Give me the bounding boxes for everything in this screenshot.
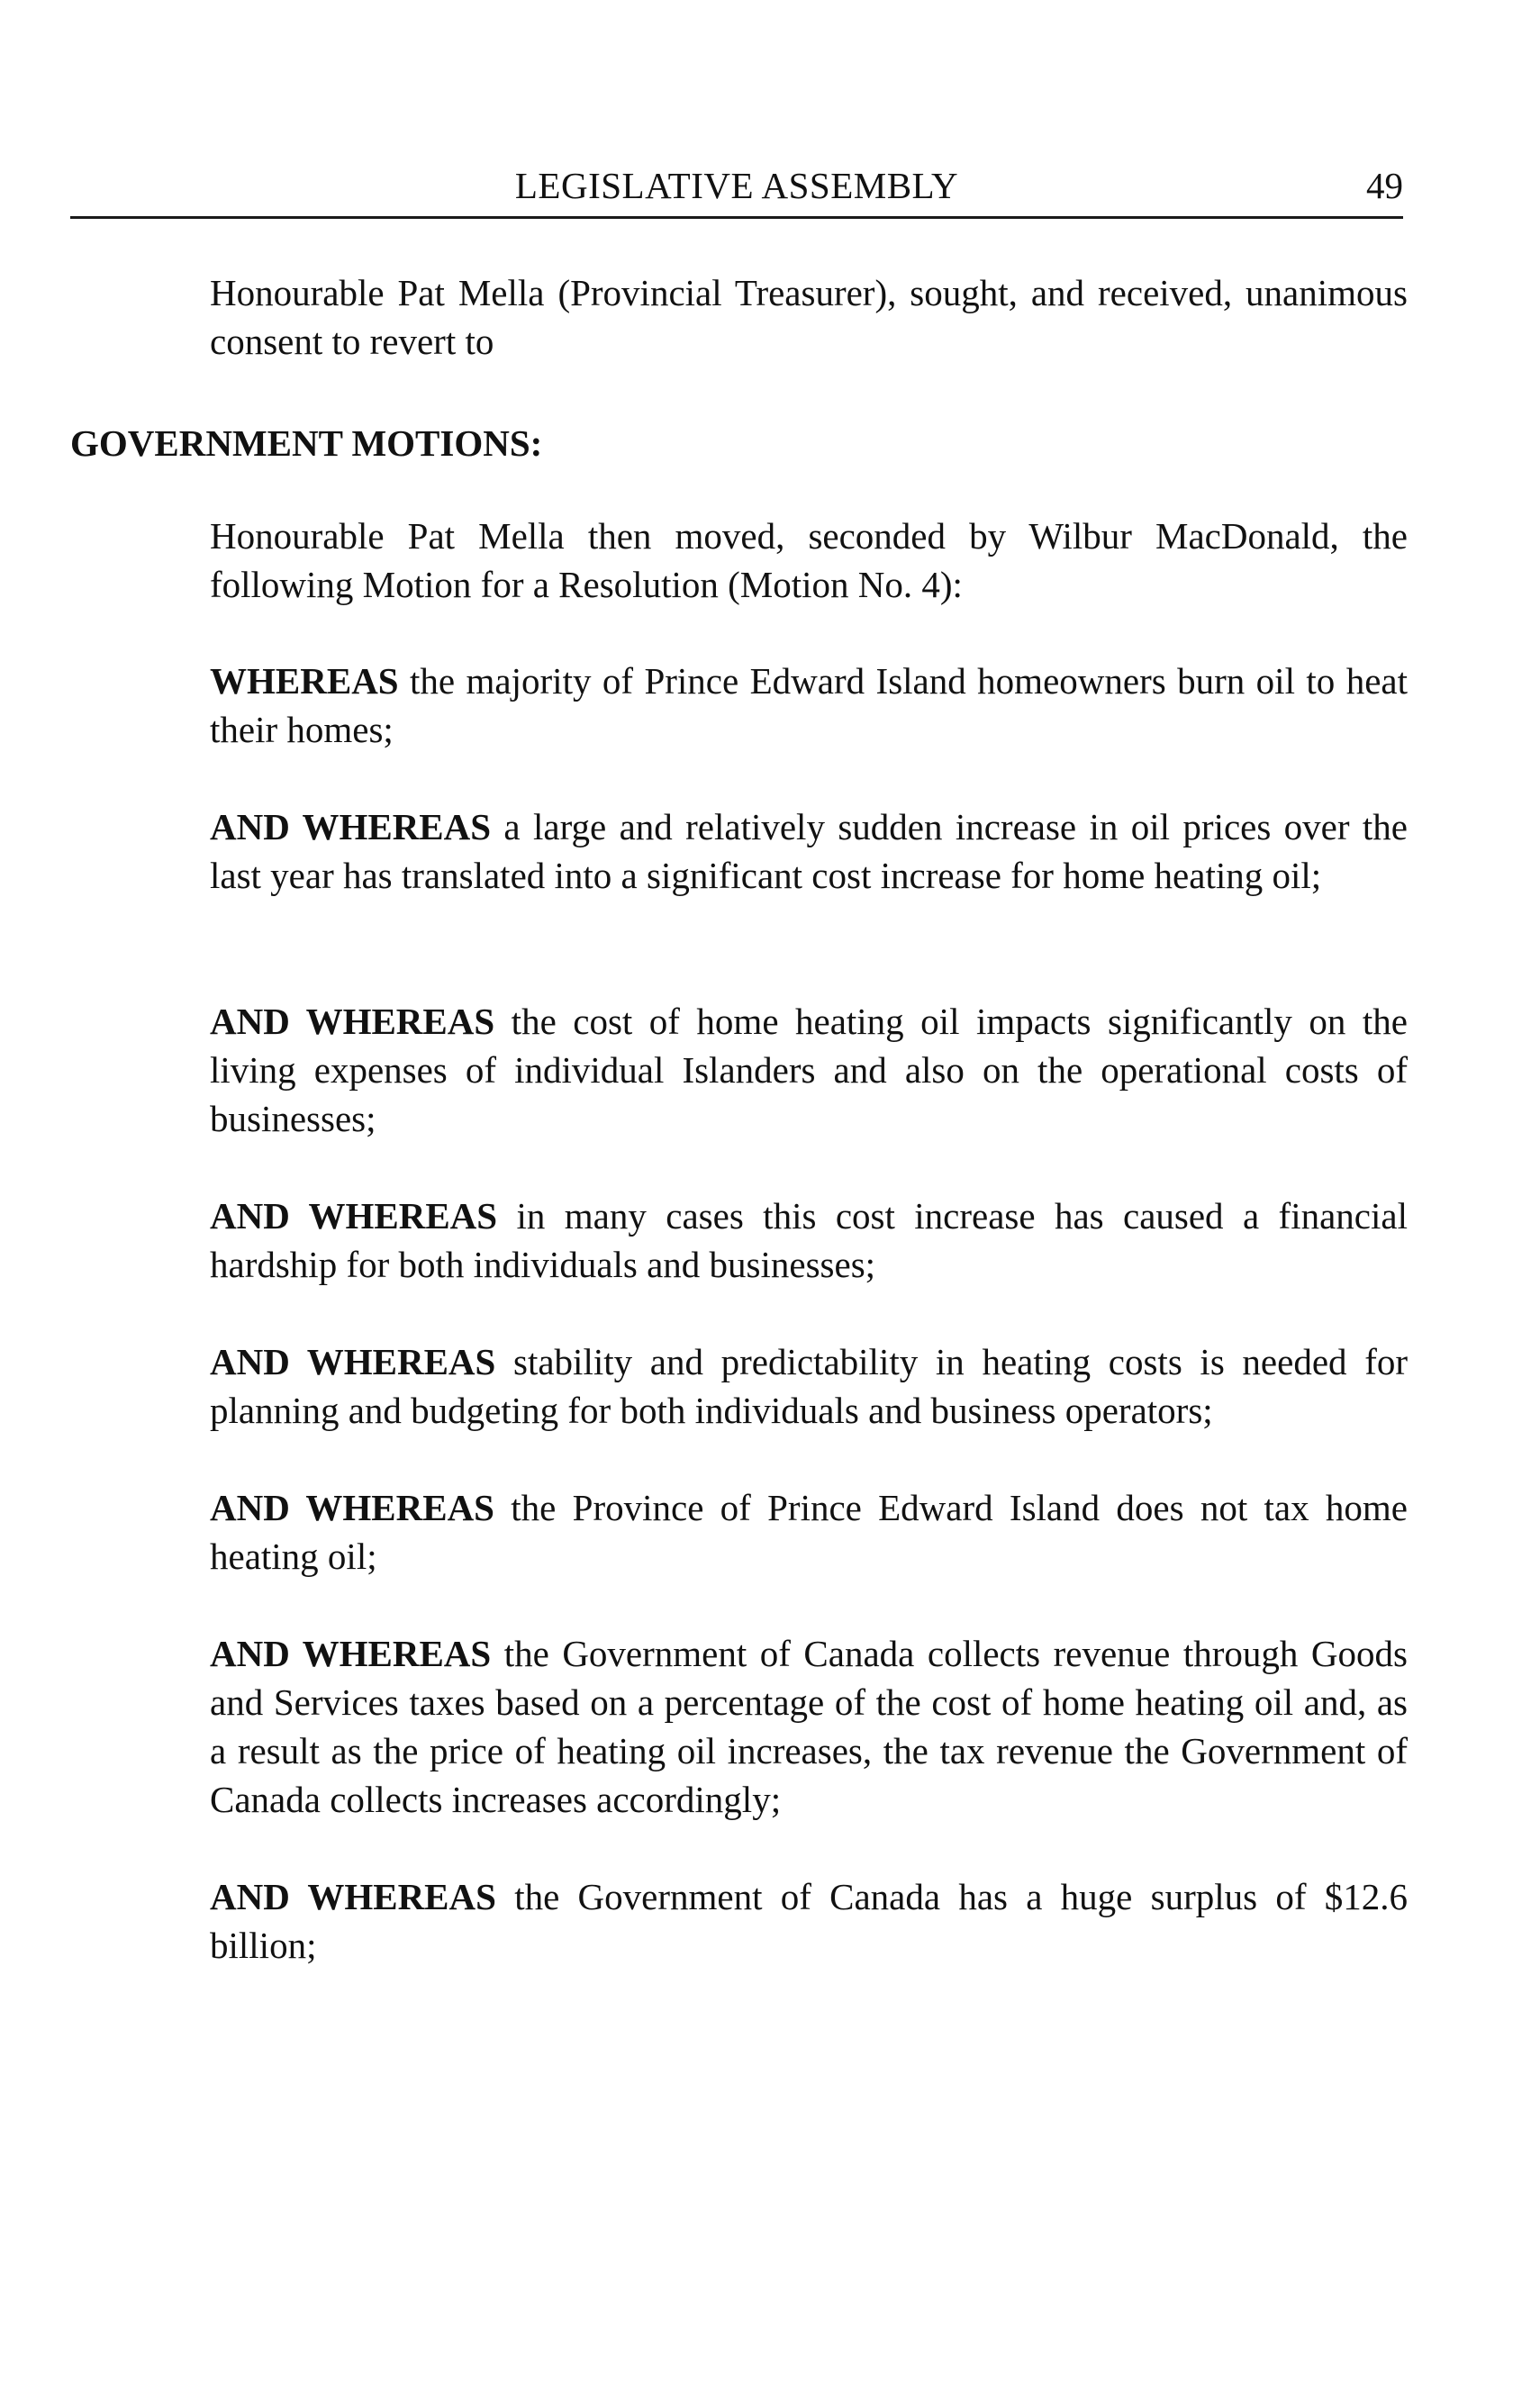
clause-text: a large and relatively sudden increase in oil prices over the last year has translated into a significant cost increase for home heating oil;: [210, 806, 1408, 896]
clause-keyword: AND WHEREAS: [210, 1487, 494, 1528]
clause-text: in many cases this cost increase has caused a financial hardship for both individuals and businesses;: [210, 1195, 1408, 1285]
clause-text: the cost of home heating oil impacts significantly on the living expenses of individual Islanders and also on the operational costs of businesses;: [210, 1001, 1408, 1139]
clause-paragraph: [210, 1483, 1408, 1581]
clause-paragraph: [210, 657, 1408, 754]
clause-text: the majority of Prince Edward Island homeowners burn oil to heat their homes;: [210, 660, 1408, 750]
running-header: [70, 162, 1403, 219]
clause-keyword: WHEREAS: [210, 660, 399, 702]
clause-keyword: AND WHEREAS: [210, 1195, 498, 1237]
clause-keyword: AND WHEREAS: [210, 1633, 492, 1674]
page-number: 49: [1366, 165, 1403, 206]
intro-paragraph: Honourable Pat Mella (Provincial Treasurer), sought, and received, unanimous consent to revert to: [210, 272, 1408, 362]
clause-paragraph: [210, 1337, 1408, 1435]
clause-paragraph: [210, 1191, 1408, 1289]
section-heading: GOVERNMENT MOTIONS:: [70, 422, 543, 464]
clause-paragraph: [210, 1629, 1408, 1824]
motion-intro-paragraph: Honourable Pat Mella then moved, seconded by Wilbur MacDonald, the following Motion for a Resolution (Motion No. 4):: [210, 515, 1408, 605]
clause-text: the Province of Prince Edward Island does not tax home heating oil;: [210, 1487, 1408, 1577]
clause-paragraph: [210, 802, 1408, 900]
clause-keyword: AND WHEREAS: [210, 1341, 496, 1382]
running-title: LEGISLATIVE ASSEMBLY: [514, 165, 959, 206]
clause-keyword: AND WHEREAS: [210, 1001, 495, 1042]
clause-text: the Government of Canada collects revenue through Goods and Services taxes based on a percentage of the cost of home heating oil and, as a result as the price of heating oil increases, the tax revenue the Government of Canada collects increases accordingly;: [210, 1633, 1408, 1820]
clause-paragraph: [210, 997, 1408, 1143]
clause-paragraph: [210, 1872, 1408, 1970]
clause-keyword: AND WHEREAS: [210, 1876, 496, 1917]
clause-text: the Government of Canada has a huge surplus of $12.6 billion;: [210, 1876, 1408, 1966]
clause-keyword: AND WHEREAS: [210, 806, 492, 847]
clause-text: stability and predictability in heating costs is needed for planning and budgeting for both individuals and business operators;: [210, 1341, 1408, 1431]
